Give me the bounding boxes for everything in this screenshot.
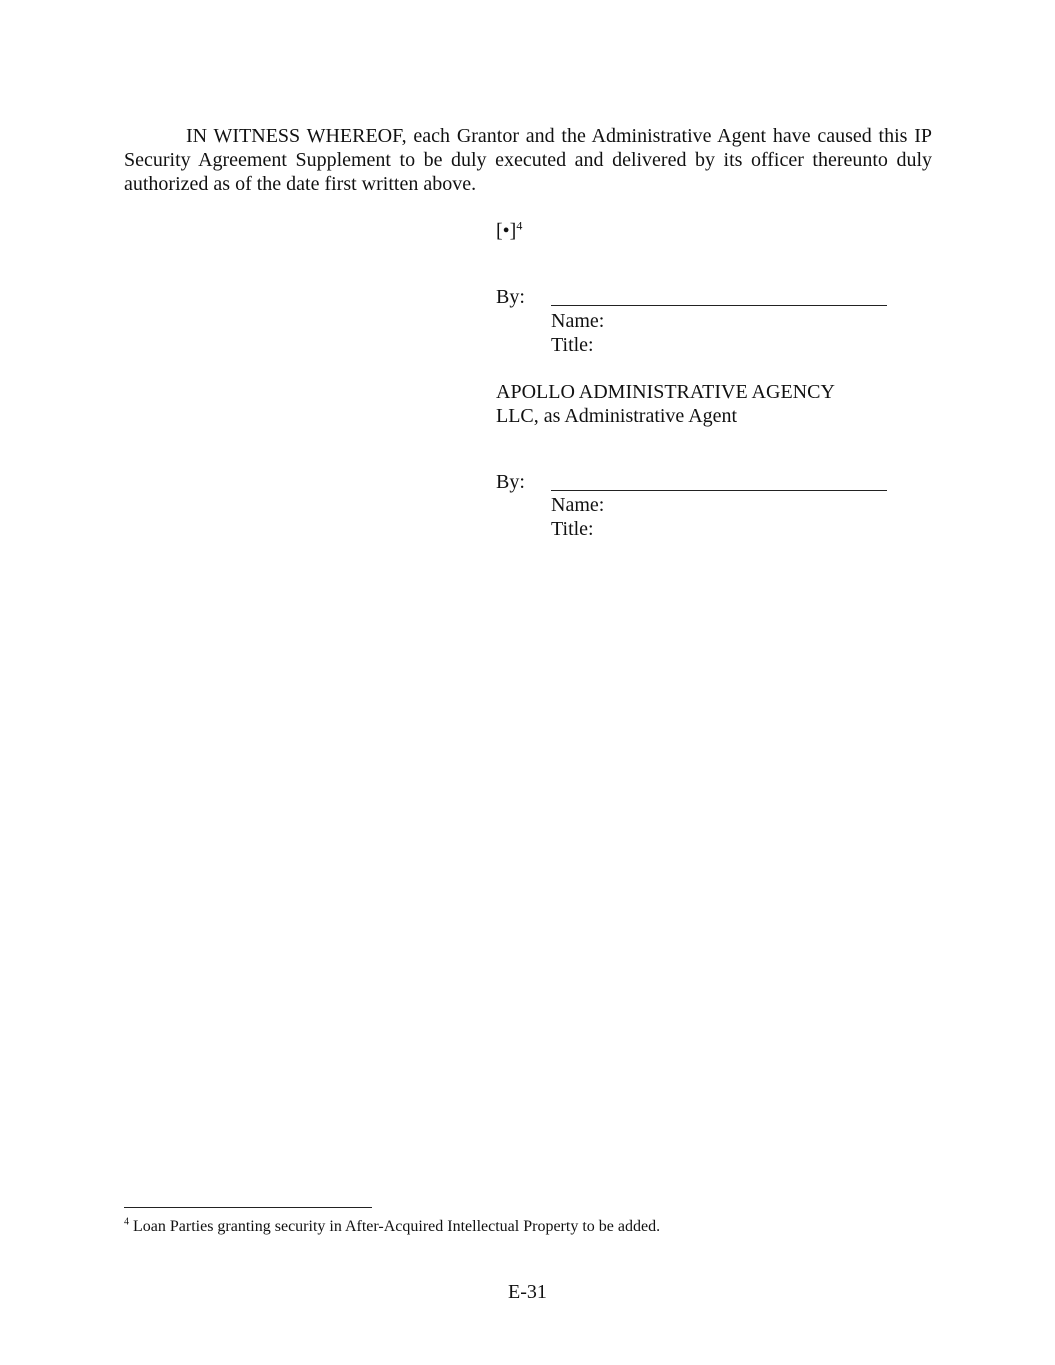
footnote-number: 4 (124, 1216, 129, 1228)
witness-paragraph: IN WITNESS WHEREOF, each Grantor and the Administrative Agent have caused this IP Security Agreement Supplement to be duly executed and delivered by its officer thereunto duly authorized as of the date first written above. (124, 125, 932, 195)
agent-entity-line1: APOLLO ADMINISTRATIVE AGENCY (496, 381, 835, 403)
agent-entity-line2: LLC, as Administrative Agent (496, 405, 738, 427)
agent-signature-line (551, 490, 887, 491)
footnote-reference: 4 (516, 218, 523, 233)
grantor-placeholder-text: [•] (496, 220, 517, 242)
footnote-text: Loan Parties granting security in After-Acquired Intellectual Property to be added. (133, 1218, 661, 1235)
grantor-name-label: Name: (551, 310, 605, 332)
grantor-signature-line (551, 305, 887, 306)
agent-name-label: Name: (551, 494, 605, 516)
footnote (124, 1217, 660, 1237)
grantor-title-label: Title: (551, 334, 594, 356)
grantor-by-label: By: (496, 286, 525, 308)
footnote-separator (124, 1207, 372, 1208)
page-number: E-31 (508, 1281, 547, 1303)
grantor-name-placeholder (496, 219, 522, 243)
agent-title-label: Title: (551, 518, 594, 540)
agent-by-label: By: (496, 471, 525, 493)
